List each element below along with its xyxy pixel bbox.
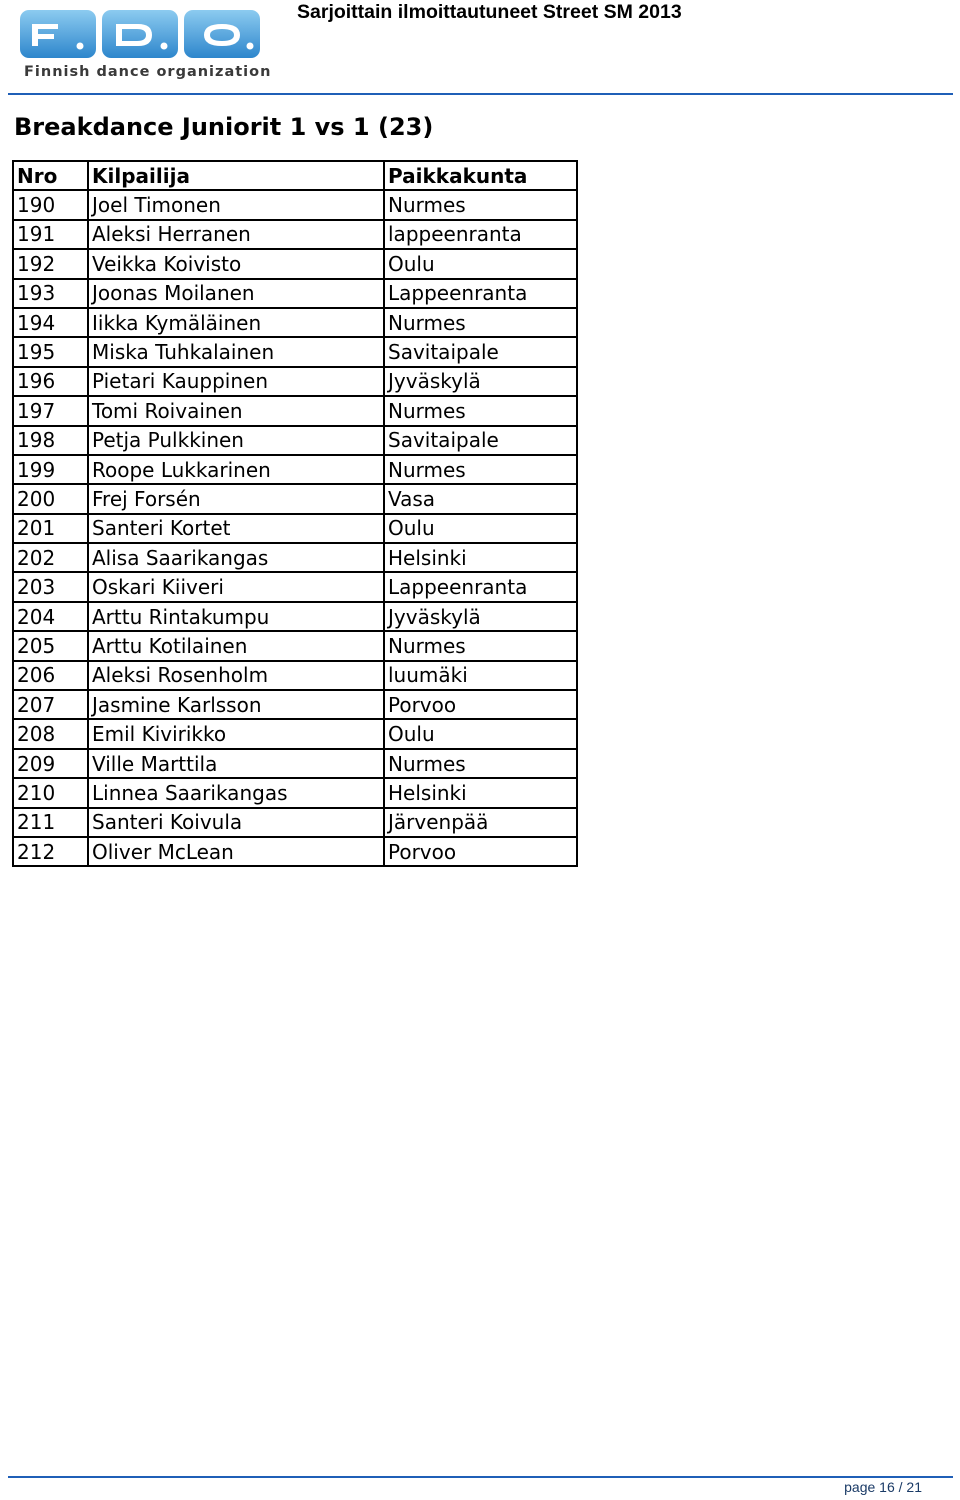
cell-city: Jyväskylä <box>384 367 577 396</box>
cell-number: 204 <box>13 602 88 631</box>
table-row <box>13 543 577 572</box>
cell-number: 212 <box>13 837 88 866</box>
cell-city: Savitaipale <box>384 426 577 455</box>
column-header-kilpailija: Kilpailija <box>88 161 384 190</box>
roster-table <box>12 160 578 867</box>
cell-number: 201 <box>13 514 88 543</box>
cell-number: 193 <box>13 279 88 308</box>
cell-number: 190 <box>13 190 88 219</box>
table-row <box>13 367 577 396</box>
cell-competitor: Joel Timonen <box>88 190 384 219</box>
table-row <box>13 631 577 660</box>
cell-number: 206 <box>13 661 88 690</box>
table-row <box>13 778 577 807</box>
cell-number: 208 <box>13 719 88 748</box>
cell-competitor: Alisa Saarikangas <box>88 543 384 572</box>
table-row <box>13 484 577 513</box>
table-row <box>13 190 577 219</box>
cell-competitor: Arttu Kotilainen <box>88 631 384 660</box>
cell-city: Vasa <box>384 484 577 513</box>
cell-number: 207 <box>13 690 88 719</box>
cell-city: Nurmes <box>384 190 577 219</box>
table-row <box>13 426 577 455</box>
cell-city: Porvoo <box>384 690 577 719</box>
cell-city: Oulu <box>384 719 577 748</box>
cell-city: Lappeenranta <box>384 279 577 308</box>
cell-number: 197 <box>13 396 88 425</box>
cell-city: Järvenpää <box>384 808 577 837</box>
cell-competitor: Santeri Koivula <box>88 808 384 837</box>
table-row <box>13 602 577 631</box>
column-header-paikkakunta: Paikkakunta <box>384 161 577 190</box>
cell-city: Nurmes <box>384 308 577 337</box>
cell-competitor: Aleksi Herranen <box>88 220 384 249</box>
header-divider <box>8 93 953 95</box>
cell-city: Porvoo <box>384 837 577 866</box>
table-row <box>13 837 577 866</box>
cell-number: 210 <box>13 778 88 807</box>
logo-tagline: Finnish dance organization <box>24 64 272 80</box>
page-header <box>0 0 960 96</box>
cell-competitor: Arttu Rintakumpu <box>88 602 384 631</box>
table-row <box>13 719 577 748</box>
table-row <box>13 220 577 249</box>
cell-city: Jyväskylä <box>384 602 577 631</box>
cell-competitor: Veikka Koivisto <box>88 249 384 278</box>
cell-competitor: Iikka Kymäläinen <box>88 308 384 337</box>
cell-competitor: Linnea Saarikangas <box>88 778 384 807</box>
cell-competitor: Emil Kivirikko <box>88 719 384 748</box>
cell-city: Savitaipale <box>384 337 577 366</box>
fdo-logo <box>18 8 272 88</box>
cell-number: 205 <box>13 631 88 660</box>
table-row <box>13 249 577 278</box>
cell-number: 200 <box>13 484 88 513</box>
cell-number: 209 <box>13 749 88 778</box>
table-row <box>13 279 577 308</box>
table-row <box>13 690 577 719</box>
cell-competitor: Tomi Roivainen <box>88 396 384 425</box>
table-row <box>13 514 577 543</box>
table-row <box>13 749 577 778</box>
column-header-nro: Nro <box>13 161 88 190</box>
table-header-row <box>13 161 577 190</box>
cell-competitor: Oliver McLean <box>88 837 384 866</box>
cell-city: Nurmes <box>384 455 577 484</box>
section-title: Breakdance Juniorit 1 vs 1 (23) <box>14 113 434 141</box>
cell-competitor: Oskari Kiiveri <box>88 572 384 601</box>
cell-number: 196 <box>13 367 88 396</box>
cell-city: Oulu <box>384 249 577 278</box>
cell-city: Nurmes <box>384 396 577 425</box>
cell-city: Helsinki <box>384 778 577 807</box>
cell-number: 195 <box>13 337 88 366</box>
cell-city: Oulu <box>384 514 577 543</box>
table-row <box>13 572 577 601</box>
cell-competitor: Pietari Kauppinen <box>88 367 384 396</box>
cell-number: 198 <box>13 426 88 455</box>
table-row <box>13 308 577 337</box>
cell-competitor: Roope Lukkarinen <box>88 455 384 484</box>
table-row <box>13 396 577 425</box>
cell-city: Lappeenranta <box>384 572 577 601</box>
cell-competitor: Aleksi Rosenholm <box>88 661 384 690</box>
footer-divider <box>8 1476 953 1478</box>
cell-city: luumäki <box>384 661 577 690</box>
table-row <box>13 661 577 690</box>
cell-number: 203 <box>13 572 88 601</box>
table-body <box>13 190 577 866</box>
cell-number: 191 <box>13 220 88 249</box>
cell-city: Nurmes <box>384 749 577 778</box>
cell-city: Nurmes <box>384 631 577 660</box>
cell-number: 199 <box>13 455 88 484</box>
cell-competitor: Jasmine Karlsson <box>88 690 384 719</box>
cell-competitor: Ville Marttila <box>88 749 384 778</box>
cell-competitor: Joonas Moilanen <box>88 279 384 308</box>
cell-city: lappeenranta <box>384 220 577 249</box>
table-row <box>13 808 577 837</box>
document-title: Sarjoittain ilmoittautuneet Street SM 2013 <box>297 1 682 23</box>
page-number: page 16 / 21 <box>844 1479 922 1495</box>
cell-number: 211 <box>13 808 88 837</box>
table-row <box>13 337 577 366</box>
cell-number: 194 <box>13 308 88 337</box>
cell-number: 202 <box>13 543 88 572</box>
cell-number: 192 <box>13 249 88 278</box>
cell-city: Helsinki <box>384 543 577 572</box>
cell-competitor: Frej Forsén <box>88 484 384 513</box>
cell-competitor: Miska Tuhkalainen <box>88 337 384 366</box>
cell-competitor: Santeri Kortet <box>88 514 384 543</box>
cell-competitor: Petja Pulkkinen <box>88 426 384 455</box>
fdo-logo-graphic <box>18 8 263 64</box>
table-row <box>13 455 577 484</box>
